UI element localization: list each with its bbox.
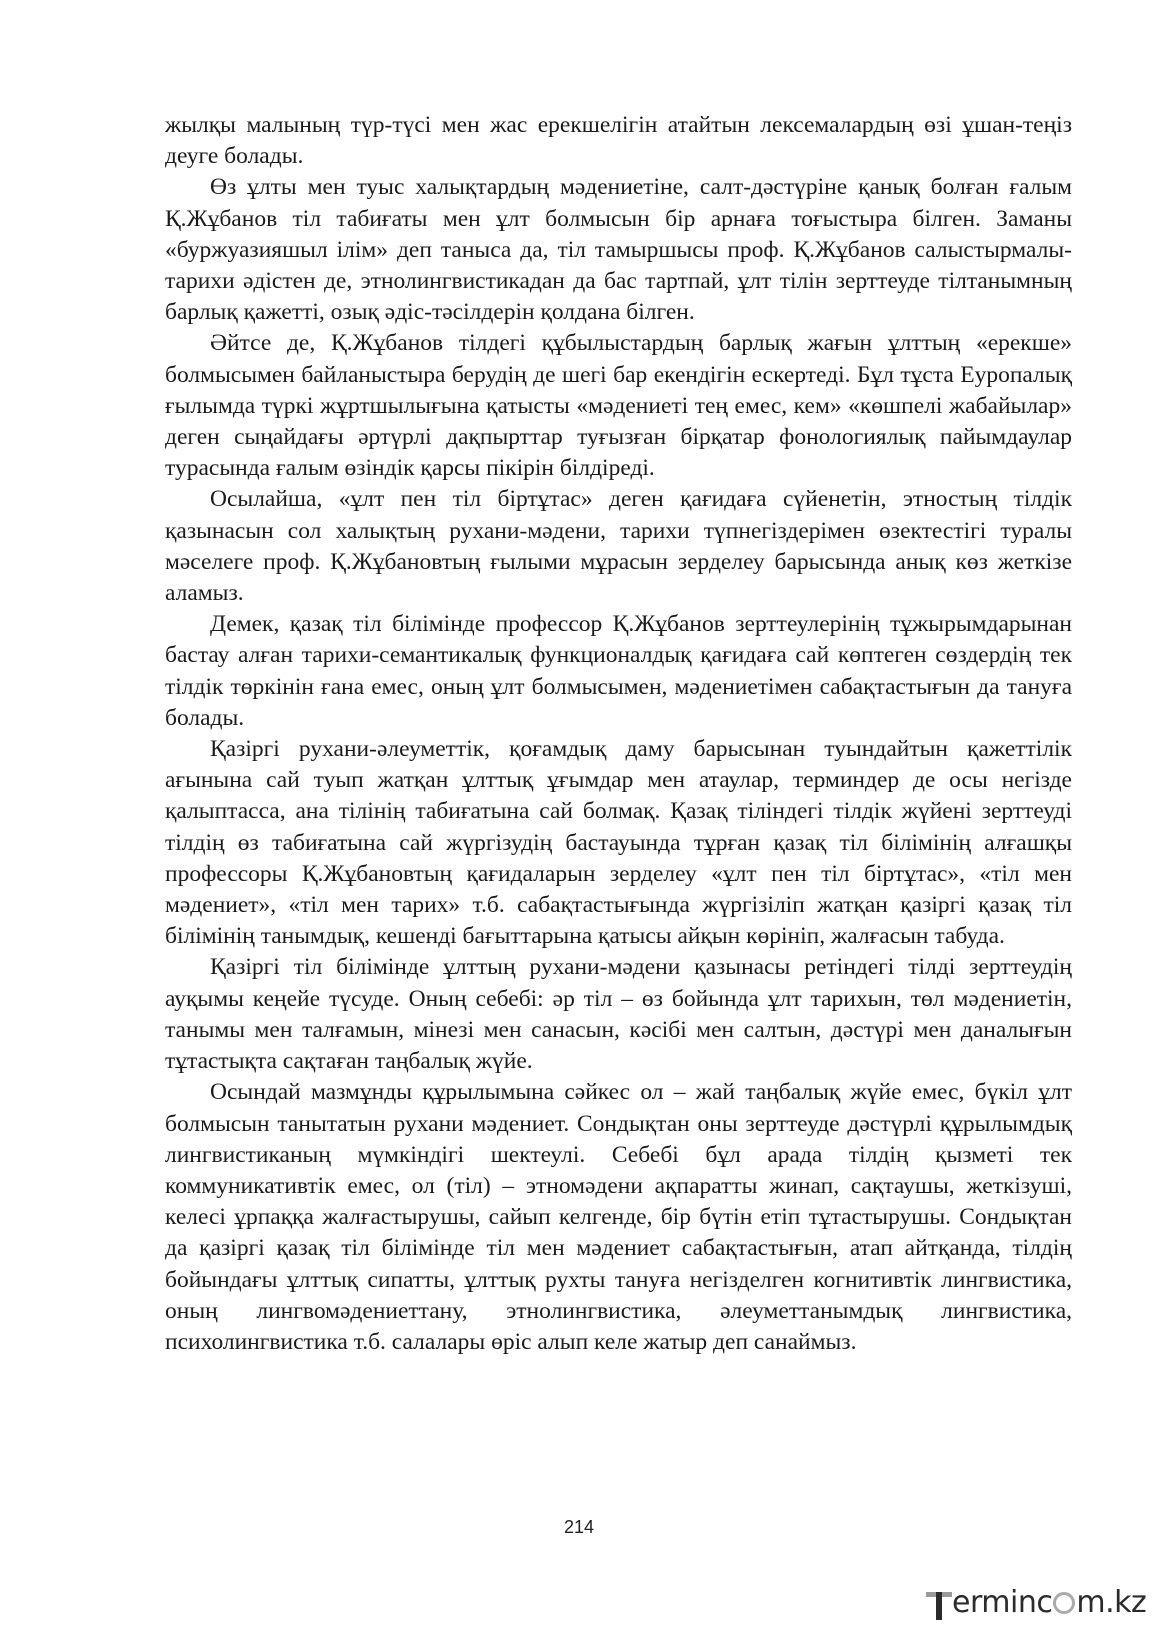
paragraph-6: Қазіргі рухани-әлеуметтік, қоғамдық даму барысынан туындайтын қажеттілік ағынына сай туып жатқан ұлттық ұғымдар мен атаулар, терминдер де осы негізде қалыптасса, ана тілінің табиғатына сай болмақ. Қазақ тіліндегі тілдік жүйені зерттеуді тілдің өз табиғатына сай жүргізудің бастауында тұрған қазақ тіл білімінің алғашқы профессоры Қ.Жұбановтың қағидаларын зерделеу «ұлт пен тіл біртұтас», «тіл мен мәдениет», «тіл мен тарих» т.б. сабақтастығында жүргізіліп жатқан қазіргі қазақ тіл білімінің танымдық, кешенді бағыттарына қатысы айқын көрініп, жалғасын табуда. <box>165 736 1072 950</box>
paragraph-1: жылқы малының түр-түсі мен жас ерекшелігін атайтын лексемалардың өзі ұшан-теңіз деуге болады. <box>165 112 1072 170</box>
paragraph-5: Демек, қазақ тіл білімінде профессор Қ.Жұбанов зерттеулерінің тұжырымдарынан бастау алған тарихи-семантикалық функционалдық қағидаға сай көптеген сөздердің тек тілдік төркінін ғана емес, оның ұлт болмысымен, мәдениетімен сабақтастығын да тануға болады. <box>165 611 1072 731</box>
paragraph-2: Өз ұлты мен туыс халықтардың мәдениетіне, салт-дәстүріне қанық болған ғалым Қ.Жұбанов тіл табиғаты мен ұлт болмысын бір арнаға тоғыстыра білген. Заманы «буржуазияшыл ілім» деп таныса да, тіл тамыршысы проф. Қ.Жұбанов салыстырмалы-тарихи әдістен де, этнолингвистикадан да бас тартпай, ұлт тілін зерттеуде тілтанымның барлық қажетті, озық әдіс-тәсілдерін қолдана білген. <box>165 174 1072 326</box>
t-logo-icon <box>926 1588 952 1620</box>
termincom-watermark-logo <box>926 1585 1147 1625</box>
watermark-middle: c <box>1036 1585 1053 1620</box>
watermark-prefix: ermin <box>952 1585 1037 1620</box>
paragraph-7: Қазіргі тіл білімінде ұлттың рухани-мәдени қазынасы ретіндегі тілді зерттеудің ауқымы кеңейе түсуде. Оның себебі: әр тіл – өз бойында ұлт тарихын, төл мәдениетін, танымы мен талғамын, мінезі мен санасын, кәсібі мен салтын, дәстүрі мен даналығын тұтастықта сақтаған таңбалық жүйе. <box>165 954 1072 1075</box>
paragraph-4: Осылайша, «ұлт пен тіл біртұтас» деген қағидаға сүйенетін, этностың тілдік қазынасын сол халықтың рухани-мәдени, тарихи түпнегіздерімен өзектестігі туралы мәселеге проф. Қ.Жұбановтың ғылыми мұрасын зерделеу барысында анық көз жеткізе аламыз. <box>165 486 1072 607</box>
watermark-suffix: m.kz <box>1076 1585 1147 1620</box>
paragraph-3: Әйтсе де, Қ.Жұбанов тілдегі құбылыстардың барлық жағын ұлттың «ерекше» болмысымен байланыстыра берудің де шегі бар екендігін ескертеді. Бұл тұста Еуропалық ғылымда түркі жұртшылығына қатысты «мәдениеті тең емес, кем» «көшпелі жабайылар» деген сыңайдағы әртүрлі дақпырттар туғызған бірқатар фонологиялық пайымдаулар турасында ғалым өзіндік қарсы пікірін білдіреді. <box>165 330 1072 482</box>
body-text <box>165 110 1072 1358</box>
paragraph-8: Осындай мазмұнды құрылымына сәйкес ол – жай таңбалық жүйе емес, бүкіл ұлт болмысын танытатын рухани мәдениет. Сондықтан оны зерттеуде дәстүрлі құрылымдық лингвистиканың мүмкіндігі шектеулі. Себебі бұл арада тілдің қызметі тек коммуникативтік емес, ол (тіл) – этномәдени ақпаратты жинап, сақтаушы, жеткізуші, келесі ұрпаққа жалғастырушы, сайып келгенде, бір бүтін етіп тұтастырушы. Сондықтан да қазіргі қазақ тіл білімінде тіл мен мәдениет сабақтастығын, атап айтқанда, тілдің бойындағы ұлттық сипатты, ұлттық рухты тануға негізделген когнитивтік лингвистика, оның лингвомәдениеттану, этнолингвистика, әлеуметтанымдық лингвистика, психолингвистика т.б. салалары өріс алып келе жатыр деп санаймыз. <box>165 1079 1072 1355</box>
ring-logo-icon <box>1053 1592 1075 1614</box>
page-number: 214 <box>563 1517 595 1537</box>
